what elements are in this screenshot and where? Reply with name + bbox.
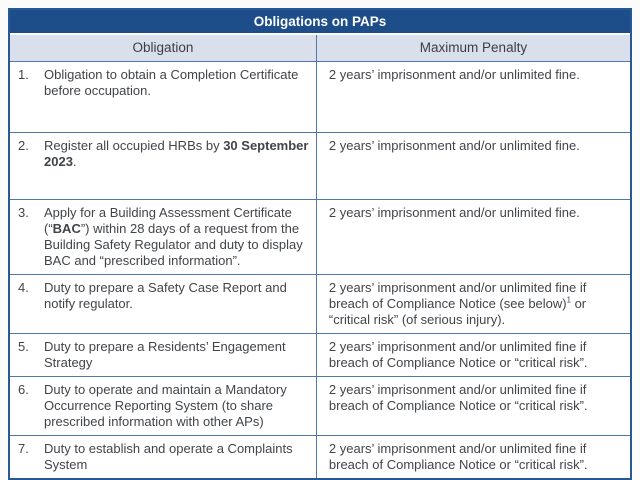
penalty-text: 2 years’ imprisonment and/or unlimited fine.	[328, 67, 580, 82]
column-header-maximum-penalty: Maximum Penalty	[419, 40, 528, 55]
penalty-text: 2 years’ imprisonment and/or unlimited fine.	[328, 138, 580, 153]
row-number: 6.	[18, 382, 29, 397]
row-number: 1.	[18, 67, 29, 82]
table-row	[10, 436, 630, 478]
obligation-text: Duty to prepare a Safety Case Report and notify regulator.	[44, 280, 287, 311]
penalty-cell	[317, 200, 630, 274]
column-header-obligation: Obligation	[10, 35, 317, 61]
row-number: 4.	[18, 280, 29, 295]
table-row	[10, 62, 630, 133]
table-header-row	[10, 35, 630, 62]
row-number: 2.	[18, 138, 29, 153]
penalty-cell	[317, 133, 630, 199]
penalty-cell	[317, 334, 630, 376]
obligation-text: Duty to operate and maintain a Mandatory Occurrence Reporting System (to share prescribed information with other APs)	[44, 382, 287, 429]
row-number: 7.	[18, 441, 29, 456]
obligation-cell	[10, 133, 317, 199]
penalty-cell	[317, 62, 630, 132]
obligation-cell	[10, 62, 317, 132]
penalty-text: 2 years’ imprisonment and/or unlimited fine if breach of Compliance Notice or “critical risk”.	[328, 382, 588, 413]
obligation-text: Obligation to obtain a Completion Certificate before occupation.	[44, 67, 299, 98]
row-number: 5.	[18, 339, 29, 354]
penalty-cell	[317, 275, 630, 333]
table-row	[10, 200, 630, 275]
table-row	[10, 334, 630, 377]
table-title: Obligations on PAPs	[10, 10, 630, 35]
table-row	[10, 133, 630, 200]
obligation-cell	[10, 377, 317, 435]
penalty-text: 2 years’ imprisonment and/or unlimited fine.	[328, 205, 580, 220]
penalty-text: 2 years’ imprisonment and/or unlimited fine if breach of Compliance Notice (see below)$^1$ or “critical risk” (of serious injury).	[328, 280, 587, 327]
row-number: 3.	[18, 205, 29, 220]
obligation-cell	[10, 436, 317, 478]
obligation-text: Register all occupied HRBs by 30 September 2023.	[44, 138, 309, 169]
obligation-text: Apply for a Building Assessment Certificate (“BAC”) within 28 days of a request from the Building Safety Regulator and duty to display BAC and “prescribed information”.	[44, 205, 303, 268]
penalty-cell	[317, 377, 630, 435]
obligation-cell	[10, 334, 317, 376]
obligations-table	[8, 8, 632, 480]
obligation-text: Duty to prepare a Residents’ Engagement Strategy	[44, 339, 286, 370]
penalty-cell	[317, 436, 630, 478]
obligation-cell	[10, 200, 317, 274]
penalty-text: 2 years’ imprisonment and/or unlimited fine if breach of Compliance Notice or “critical risk”.	[328, 441, 588, 472]
obligation-cell	[10, 275, 317, 333]
table-row	[10, 377, 630, 436]
penalty-text: 2 years’ imprisonment and/or unlimited fine if breach of Compliance Notice or “critical risk”.	[328, 339, 588, 370]
table-row	[10, 275, 630, 334]
obligation-text: Duty to establish and operate a Complaints System	[44, 441, 293, 472]
